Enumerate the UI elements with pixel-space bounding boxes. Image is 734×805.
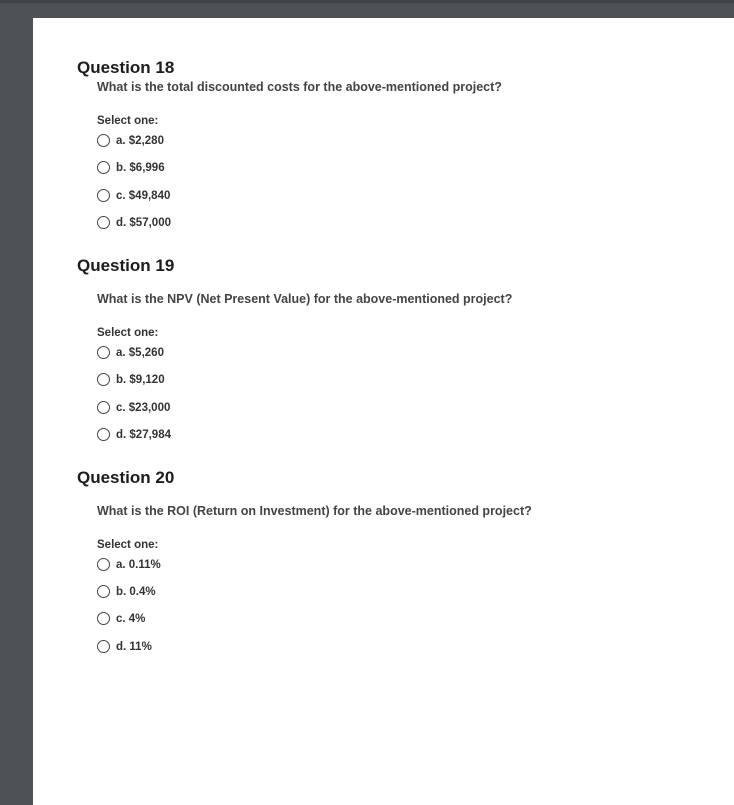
radio-button[interactable]: [97, 401, 110, 414]
option-label: a. $5,260: [116, 346, 164, 359]
option-d[interactable]: [97, 216, 171, 229]
question-title: Question 20: [77, 468, 175, 487]
option-b[interactable]: [97, 373, 165, 386]
option-c[interactable]: [97, 189, 170, 202]
option-label: d. $57,000: [116, 216, 171, 229]
option-label: a. 0.11%: [116, 558, 161, 571]
question-text: What is the NPV (Net Present Value) for the above-mentioned project?: [97, 292, 513, 306]
select-one-label: Select one:: [97, 327, 159, 339]
document-page: [33, 18, 734, 805]
option-label: c. $23,000: [116, 401, 171, 414]
option-d[interactable]: [97, 640, 152, 653]
radio-button[interactable]: [97, 216, 110, 229]
option-label: c. $49,840: [116, 189, 171, 202]
viewer-top-bar: [0, 0, 734, 3]
option-label: d. 11%: [116, 640, 152, 653]
option-label: c. 4%: [116, 612, 146, 625]
radio-button[interactable]: [97, 373, 110, 386]
question-text: What is the ROI (Return on Investment) for the above-mentioned project?: [97, 504, 532, 518]
radio-button[interactable]: [97, 428, 110, 441]
option-a[interactable]: [97, 346, 164, 359]
question-20: [77, 468, 532, 653]
radio-button[interactable]: [97, 640, 110, 653]
question-18: [77, 58, 502, 229]
option-c[interactable]: [97, 612, 145, 625]
question-text: What is the total discounted costs for the above-mentioned project?: [97, 80, 502, 94]
option-d[interactable]: [97, 428, 171, 441]
radio-button[interactable]: [97, 189, 110, 202]
option-label: b. $9,120: [116, 373, 165, 386]
radio-button[interactable]: [97, 612, 110, 625]
radio-button[interactable]: [97, 161, 110, 174]
radio-button[interactable]: [97, 585, 110, 598]
select-one-label: Select one:: [97, 539, 159, 551]
option-label: b. 0.4%: [116, 585, 156, 598]
option-a[interactable]: [97, 134, 164, 147]
option-b[interactable]: [97, 585, 156, 598]
select-one-label: Select one:: [97, 115, 159, 127]
option-a[interactable]: [97, 558, 161, 571]
radio-button[interactable]: [97, 558, 110, 571]
question-title: Question 19: [77, 256, 175, 275]
option-label: b. $6,996: [116, 161, 165, 174]
option-b[interactable]: [97, 161, 165, 174]
question-19: [77, 256, 513, 441]
option-label: a. $2,280: [116, 134, 164, 147]
question-title: Question 18: [77, 58, 175, 77]
option-label: d. $27,984: [116, 428, 171, 441]
radio-button[interactable]: [97, 346, 110, 359]
radio-button[interactable]: [97, 134, 110, 147]
option-c[interactable]: [97, 401, 170, 414]
